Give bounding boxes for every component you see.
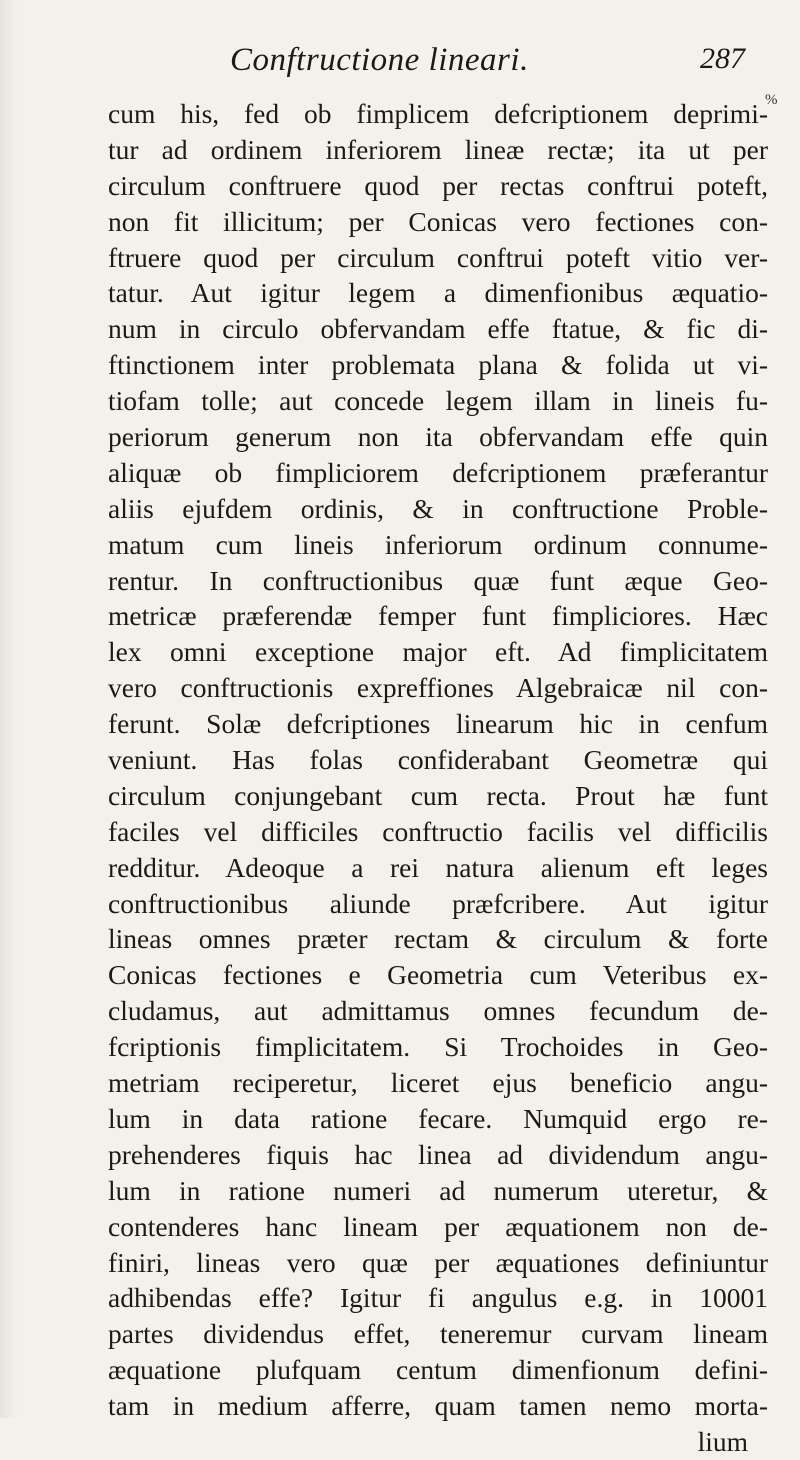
text-line: aliis ejufdem ordinis, & in conftructione Proble-: [108, 492, 768, 524]
text-line: lium: [697, 1425, 748, 1457]
text-line: rentur. In conftructionibus quæ funt æque Geo-: [108, 564, 768, 596]
margin-mark: %: [765, 92, 778, 108]
page-header: [0, 42, 800, 82]
text-line: lum in ratione numeri ad numerum uteretur, &: [108, 1174, 768, 1206]
text-line: metriam reciperetur, liceret ejus beneficio angu-: [108, 1067, 768, 1099]
text-line: partes dividendus effet, teneremur curvam lineam: [108, 1318, 768, 1350]
text-line: ftruere quod per circulum conftrui poteft vitio ver-: [108, 241, 768, 273]
text-line: num in circulo obfervandam effe ftatue, & fic di-: [108, 313, 768, 345]
text-line: tiofam tolle; aut concede legem illam in lineis fu-: [108, 385, 768, 417]
text-line: fcriptionis fimplicitatem. Si Trochoides in Geo-: [108, 1031, 768, 1063]
text-line: circulum conjungebant cum recta. Prout hæ funt: [108, 779, 768, 811]
running-title: Conftructione lineari.: [230, 42, 529, 78]
text-line: periorum generum non ita obfervandam effe quin: [108, 421, 768, 453]
text-line: veniunt. Has folas confiderabant Geometræ qui: [108, 744, 768, 776]
text-line: adhibendas effe? Igitur fi angulus e.g. in 10001: [108, 1282, 768, 1314]
text-line: Conicas fectiones e Geometria cum Veteribus ex-: [108, 959, 768, 991]
text-line: cludamus, aut admittamus omnes fecundum de-: [108, 995, 768, 1027]
text-line: conftructionibus aliunde præfcribere. Aut igitur: [108, 887, 768, 919]
text-line: lineas omnes præter rectam & circulum & forte: [108, 923, 768, 955]
body-text: [108, 96, 768, 1460]
text-line: ftinctionem inter problemata plana & folida ut vi-: [108, 349, 768, 381]
text-line: cum his, fed ob fimplicem defcriptionem deprimi-: [108, 98, 768, 129]
text-line: contenderes hanc lineam per æquationem non de-: [108, 1210, 768, 1242]
text-line: circulum conftruere quod per rectas conftrui poteft,: [108, 169, 768, 201]
text-line: finiri, lineas vero quæ per æquationes definiuntur: [108, 1246, 768, 1278]
text-line: lum in data ratione fecare. Numquid ergo re-: [108, 1102, 768, 1134]
text-line: æquatione plufquam centum dimenfionum defini-: [108, 1354, 768, 1386]
text-line: tur ad ordinem inferiorem lineæ rectæ; ita ut per: [108, 133, 768, 165]
text-line: faciles vel difficiles conftructio facilis vel difficilis: [108, 815, 768, 847]
text-line: metricæ præferendæ femper funt fimpliciores. Hæc: [108, 600, 768, 632]
text-line: vero conftructionis expreffiones Algebraicæ nil con-: [108, 672, 768, 704]
text-line: tam in medium afferre, quam tamen nemo morta-: [108, 1390, 768, 1422]
text-line: matum cum lineis inferiorum ordinum connume-: [108, 528, 768, 560]
text-line: non fit illicitum; per Conicas vero fectiones con-: [108, 205, 768, 237]
text-line: tatur. Aut igitur legem a dimenfionibus æquatio-: [108, 277, 768, 309]
text-line: ferunt. Solæ defcriptiones linearum hic in cenfum: [108, 708, 768, 740]
text-line: lex omni exceptione major eft. Ad fimplicitatem: [108, 636, 768, 668]
text-line: aliquæ ob fimpliciorem defcriptionem præferantur: [108, 456, 768, 488]
text-line: redditur. Adeoque a rei natura alienum eft leges: [108, 851, 768, 883]
page-number: 287: [700, 42, 745, 75]
gutter-shadow: [0, 0, 18, 1418]
text-line: prehenderes fiquis hac linea ad dividendum angu-: [108, 1138, 768, 1170]
